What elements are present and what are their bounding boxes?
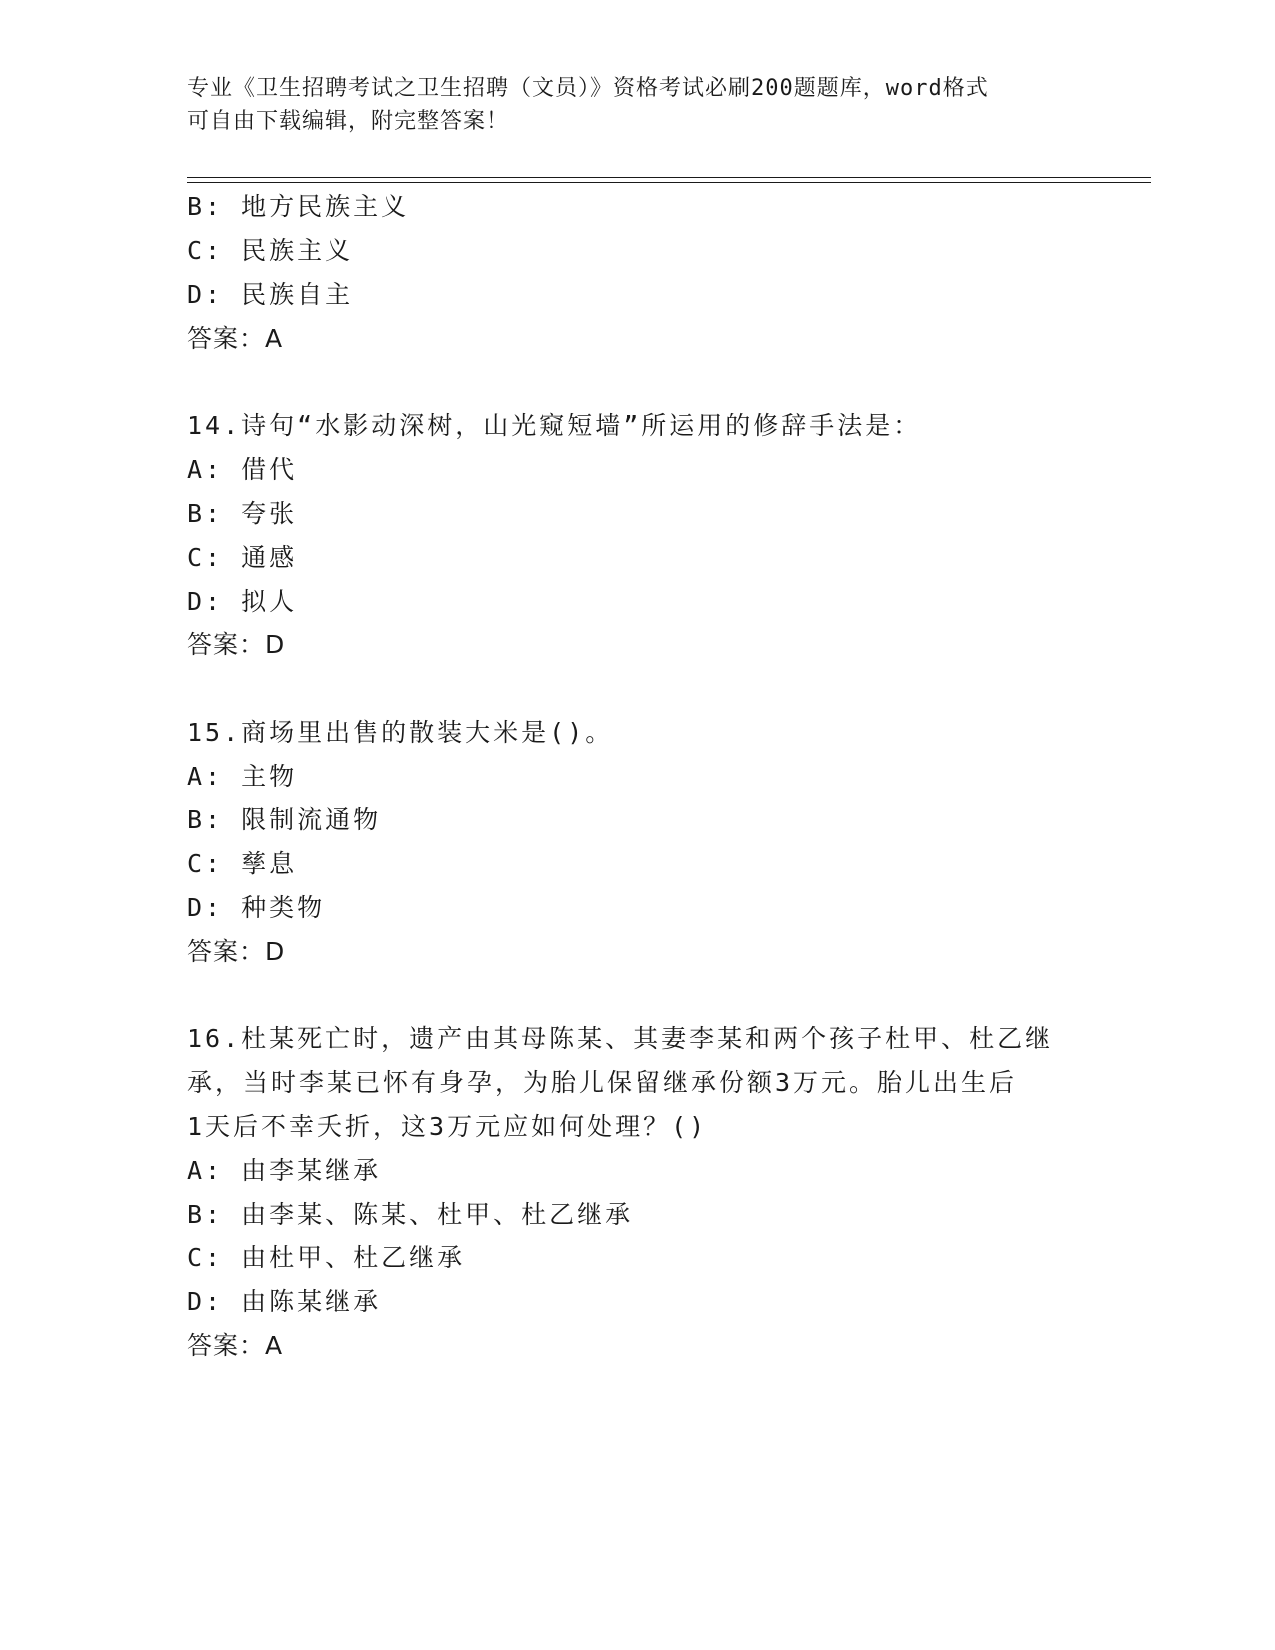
question-16-line-3: 1天后不幸夭折，这3万元应如何处理？() — [187, 1112, 708, 1141]
header-divider-bottom — [187, 182, 1151, 183]
option-c: C: 民族主义 — [187, 236, 354, 265]
option-c: C: 通感 — [187, 543, 298, 572]
header-line-2: 可自由下载编辑，附完整答案！ — [187, 109, 510, 134]
option-a: A: 借代 — [187, 455, 298, 484]
option-d: D: 民族自主 — [187, 280, 354, 309]
option-c: C: 由杜甲、杜乙继承 — [187, 1243, 466, 1272]
question-14: 14.诗句“水影动深树，山光窥短墙”所运用的修辞手法是： — [187, 411, 922, 440]
question-15: 15.商场里出售的散装大米是()。 — [187, 718, 614, 747]
document-header — [187, 72, 1087, 138]
header-line-1: 专业《卫生招聘考试之卫生招聘（文员）》资格考试必刷200题题库，word格式 — [187, 76, 989, 101]
option-b: B: 由李某、陈某、杜甲、杜乙继承 — [187, 1200, 634, 1229]
header-divider-top — [187, 177, 1151, 178]
option-a: A: 由李某继承 — [187, 1156, 382, 1185]
option-b: B: 夸张 — [187, 499, 298, 528]
answer-line: 答案：A — [187, 324, 284, 353]
option-b: B: 限制流通物 — [187, 805, 382, 834]
question-16-line-2: 承，当时李某已怀有身孕，为胎儿保留继承份额3万元。胎儿出生后 — [187, 1068, 1018, 1097]
option-c: C: 孳息 — [187, 849, 298, 878]
option-d: D: 种类物 — [187, 893, 326, 922]
question-16-line-1: 16.杜某死亡时，遗产由其母陈某、其妻李某和两个孩子杜甲、杜乙继 — [187, 1024, 1054, 1053]
option-d: D: 由陈某继承 — [187, 1287, 382, 1316]
answer-line: 答案：D — [187, 630, 286, 659]
answer-line: 答案：D — [187, 937, 286, 966]
option-b: B: 地方民族主义 — [187, 192, 410, 221]
option-d: D: 拟人 — [187, 587, 298, 616]
answer-line: 答案：A — [187, 1331, 284, 1360]
option-a: A: 主物 — [187, 762, 298, 791]
